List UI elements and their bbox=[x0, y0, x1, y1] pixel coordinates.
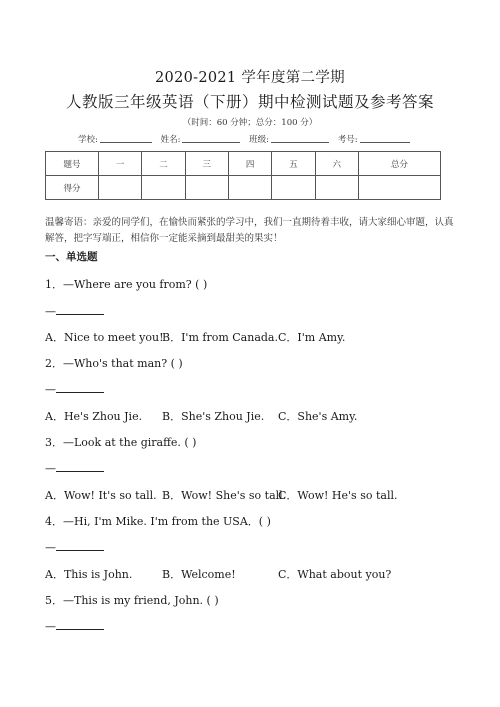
score-cell bbox=[272, 176, 315, 200]
question-3-option-b: B．Wow! She's so tall. bbox=[162, 489, 287, 502]
question-4-option-c: C．What about you? bbox=[278, 568, 392, 581]
score-cell bbox=[142, 176, 185, 200]
score-table-score-row bbox=[46, 176, 441, 200]
score-row-label: 得分 bbox=[46, 176, 99, 200]
question-2-option-c: C．She's Amy. bbox=[278, 410, 358, 423]
question-3-stem: 3．—Look at the giraffe. ( ) bbox=[45, 436, 197, 449]
answer-underline bbox=[56, 303, 104, 315]
exam-number-label: 考号: bbox=[337, 135, 358, 145]
question-2-answer-line bbox=[45, 381, 104, 396]
class-blank bbox=[271, 133, 329, 143]
section-title: 一、单选题 bbox=[45, 251, 98, 263]
question-3-answer-line bbox=[45, 460, 104, 475]
score-cell bbox=[315, 176, 358, 200]
question-1-option-c: C．I'm Amy. bbox=[278, 331, 346, 344]
answer-underline bbox=[56, 618, 104, 630]
dash-prefix: — bbox=[45, 620, 56, 633]
score-header-cell: 三 bbox=[185, 152, 228, 176]
answer-underline bbox=[56, 460, 104, 472]
dash-prefix: — bbox=[45, 305, 56, 318]
score-header-cell: 五 bbox=[272, 152, 315, 176]
score-table-header-row bbox=[46, 152, 441, 176]
score-header-cell: 四 bbox=[228, 152, 271, 176]
score-cell bbox=[185, 176, 228, 200]
dash-prefix: — bbox=[45, 541, 56, 554]
exam-title: 人教版三年级英语（下册）期中检测试题及参考答案 bbox=[65, 93, 434, 111]
question-4-option-b: B．Welcome! bbox=[162, 568, 236, 581]
score-header-cell: 二 bbox=[142, 152, 185, 176]
student-info-row bbox=[78, 133, 438, 145]
school-blank bbox=[100, 133, 152, 143]
question-2-option-a: A．He's Zhou Jie. bbox=[45, 410, 143, 423]
question-5-stem: 5．—This is my friend, John. ( ) bbox=[45, 594, 219, 607]
question-3-option-c: C．Wow! He's so tall. bbox=[278, 489, 398, 502]
score-header-cell: 总分 bbox=[358, 152, 440, 176]
score-cell bbox=[99, 176, 142, 200]
class-label: 班级: bbox=[249, 135, 270, 145]
question-2-stem: 2．—Who's that man? ( ) bbox=[45, 357, 183, 370]
exam-subtitle: （时间：60 分钟；总分：100 分） bbox=[182, 118, 318, 128]
question-2-option-b: B．She's Zhou Jie. bbox=[162, 410, 265, 423]
score-table bbox=[45, 151, 441, 200]
dash-prefix: — bbox=[45, 462, 56, 475]
question-1-answer-line bbox=[45, 303, 104, 318]
question-5-answer-line bbox=[45, 618, 104, 633]
question-1-option-a: A．Nice to meet you! bbox=[45, 331, 164, 344]
question-3-option-a: A．Wow! It's so tall. bbox=[45, 489, 157, 502]
school-label: 学校: bbox=[78, 135, 98, 145]
year-title: 2020-2021 学年度第二学期 bbox=[155, 70, 345, 86]
score-header-cell: 六 bbox=[315, 152, 358, 176]
question-4-option-a: A．This is John. bbox=[45, 568, 133, 581]
exam-number-blank bbox=[360, 133, 410, 143]
name-blank bbox=[182, 133, 240, 143]
answer-underline bbox=[56, 381, 104, 393]
dash-prefix: — bbox=[45, 383, 56, 396]
question-4-stem: 4．—Hi, I'm Mike. I'm from the USA．( ) bbox=[45, 515, 271, 528]
answer-underline bbox=[56, 539, 104, 551]
question-1-option-b: B．I'm from Canada. bbox=[162, 331, 278, 344]
encouragement-note: 温馨寄语：亲爱的同学们，在愉快而紧张的学习中，我们一直期待着丰收，请大家细心审题，认真解答，把字写端正，相信你一定能采摘到最甜美的果实！ bbox=[45, 217, 454, 244]
score-header-cell: 题号 bbox=[46, 152, 99, 176]
score-header-cell: 一 bbox=[99, 152, 142, 176]
score-cell bbox=[228, 176, 271, 200]
score-cell bbox=[358, 176, 440, 200]
name-label: 姓名: bbox=[160, 135, 181, 145]
question-1-stem: 1．—Where are you from? ( ) bbox=[45, 278, 208, 291]
question-4-answer-line bbox=[45, 539, 104, 554]
